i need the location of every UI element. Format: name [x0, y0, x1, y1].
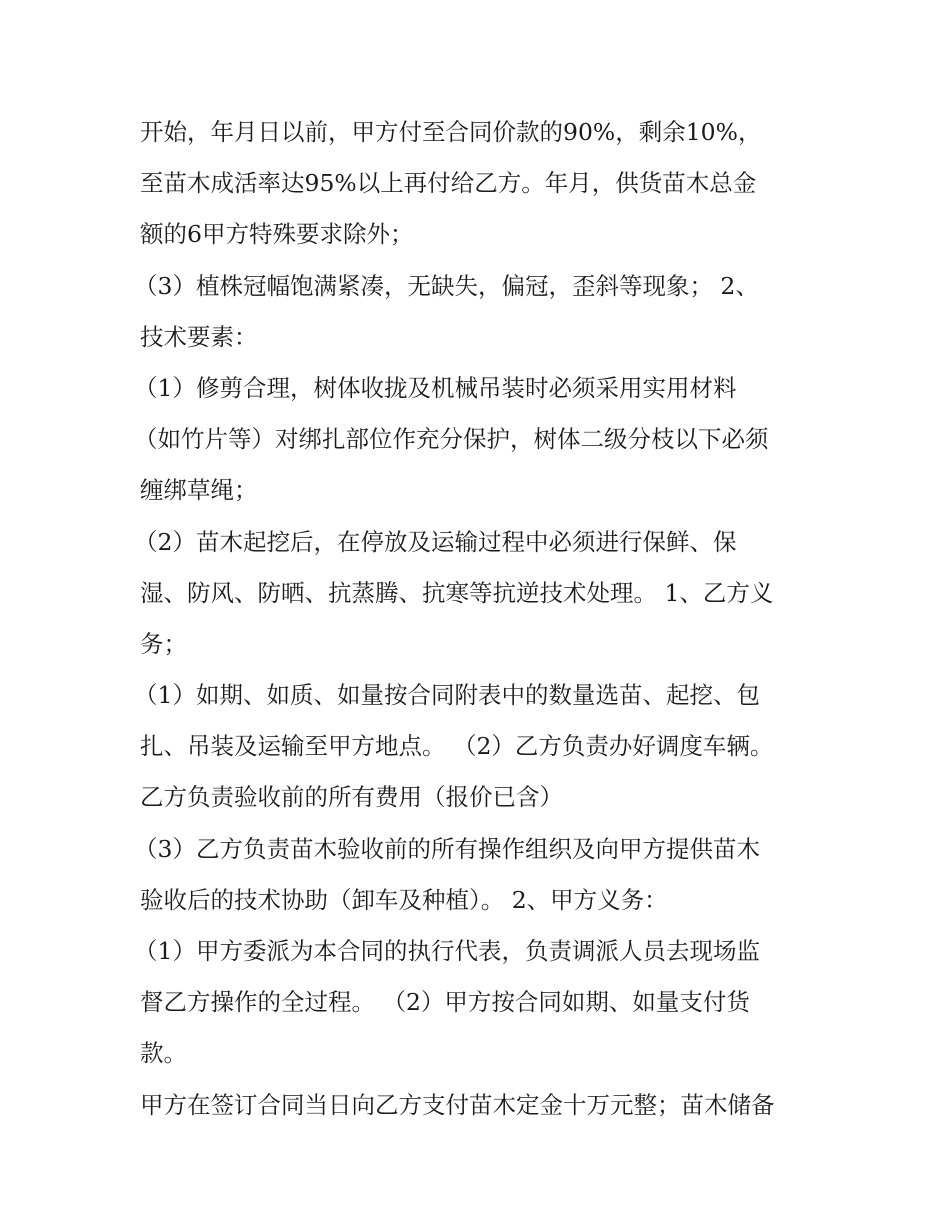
text-line: 验收后的技术协助（卸车及种植）。 2、甲方义务： — [140, 885, 668, 914]
text-line: （1）修剪合理，树体收拢及机械吊装时必须采用实用材料 — [134, 373, 737, 402]
text-line: 务； — [140, 629, 187, 658]
text-line: 款。 — [140, 1039, 187, 1068]
text-line: 缠绑草绳； — [140, 476, 258, 505]
text-line: 督乙方操作的全过程。 （2）甲方按合同如期、如量支付货 — [140, 988, 750, 1017]
text-line: （如竹片等）对绑扎部位作充分保护，树体二级分枝以下必须 — [134, 425, 769, 454]
text-line: 至苗木成活率达95%以上再付给乙方。年月，供货苗木总金 — [140, 169, 757, 198]
text-line: 技术要素： — [140, 322, 258, 351]
text-line: 湿、防风、防晒、抗蒸腾、抗寒等抗逆技术处理。 1、乙方义 — [140, 578, 774, 607]
text-line: 甲方在签订合同当日向乙方支付苗木定金十万元整；苗木储备 — [140, 1090, 775, 1119]
text-line: 扎、吊装及运输至甲方地点。 （2）乙方负责办好调度车辆。 — [140, 732, 774, 761]
text-line: 额的6甲方特殊要求除外； — [140, 220, 414, 249]
text-line: （3）植株冠幅饱满紧凑，无缺失，偏冠，歪斜等现象； 2、 — [134, 271, 759, 300]
text-line: 开始，年月日以前，甲方付至合同价款的90%，剩余10%， — [140, 118, 762, 146]
text-line: （1）甲方委派为本合同的执行代表，负责调派人员去现场监 — [134, 937, 760, 965]
document-body — [134, 107, 840, 1131]
text-line: （2）苗木起挖后，在停放及运输过程中必须进行保鲜、保 — [134, 527, 737, 556]
text-line: （1）如期、如质、如量按合同附表中的数量选苗、起挖、包 — [134, 681, 760, 710]
text-line: （3）乙方负责苗木验收前的所有操作组织及向甲方提供苗木 — [134, 834, 760, 863]
text-line: 乙方负责验收前的所有费用（报价已含） — [140, 783, 563, 812]
